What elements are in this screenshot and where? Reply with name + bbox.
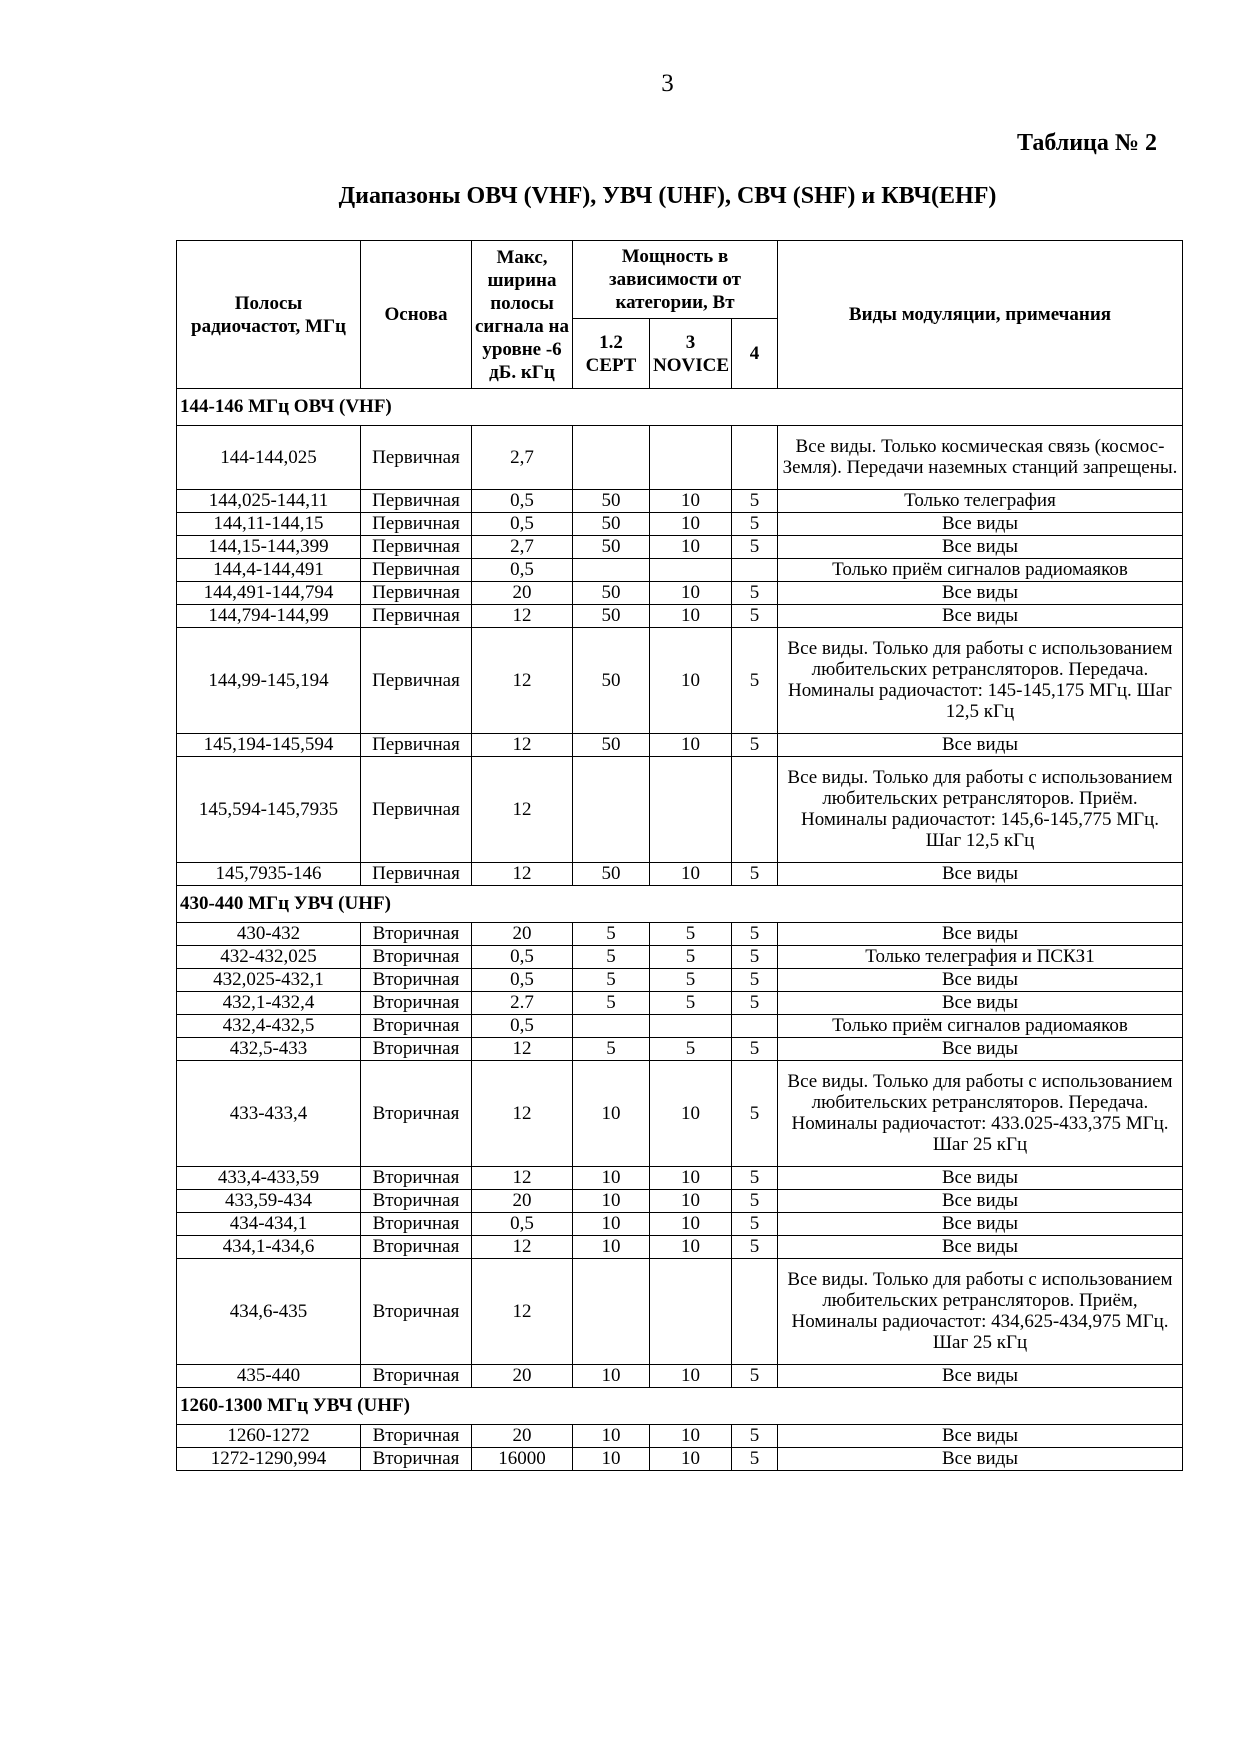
power-category-4-cell: [732, 559, 778, 582]
bandwidth-cell: 2,7: [472, 536, 573, 559]
power-category-4-cell: [732, 757, 778, 863]
table-row: [177, 1038, 1183, 1061]
basis-cell: Вторичная: [361, 1061, 472, 1167]
table-body: [177, 389, 1183, 1471]
basis-cell: Вторичная: [361, 946, 472, 969]
table-row: [177, 1365, 1183, 1388]
basis-cell: Первичная: [361, 559, 472, 582]
power-category-4-cell: 5: [732, 605, 778, 628]
table-row: [177, 582, 1183, 605]
table-row: [177, 605, 1183, 628]
basis-cell: Первичная: [361, 426, 472, 490]
band-cell: 432,4-432,5: [177, 1015, 361, 1038]
bandwidth-cell: 20: [472, 923, 573, 946]
bandwidth-cell: 0,5: [472, 559, 573, 582]
basis-cell: Первичная: [361, 628, 472, 734]
bandwidth-cell: 12: [472, 863, 573, 886]
band-cell: 1260-1272: [177, 1425, 361, 1448]
power-category-4-cell: 5: [732, 992, 778, 1015]
table-row: [177, 1167, 1183, 1190]
band-cell: 144,794-144,99: [177, 605, 361, 628]
power-category-3-cell: 10: [650, 1425, 732, 1448]
table-row: [177, 1448, 1183, 1471]
power-category-3-cell: 5: [650, 992, 732, 1015]
header-bandwidth: Макс, ширина полосы сигнала на уровне -6 дБ. кГц: [472, 241, 573, 389]
band-cell: 144,4-144,491: [177, 559, 361, 582]
power-category-1-2-cell: 50: [573, 863, 650, 886]
basis-cell: Первичная: [361, 605, 472, 628]
modes-note-cell: Все виды. Только космическая связь (космос-Земля). Передачи наземных станций запрещены.: [778, 426, 1183, 490]
table-row: [177, 490, 1183, 513]
power-category-1-2-cell: 5: [573, 1038, 650, 1061]
table-row: [177, 426, 1183, 490]
modes-note-cell: Все виды: [778, 1190, 1183, 1213]
modes-note-cell: Все виды: [778, 1236, 1183, 1259]
band-cell: 434-434,1: [177, 1213, 361, 1236]
bandwidth-cell: 12: [472, 1236, 573, 1259]
bandwidth-cell: 20: [472, 1365, 573, 1388]
power-category-4-cell: 5: [732, 1167, 778, 1190]
power-category-3-cell: 5: [650, 923, 732, 946]
power-category-3-cell: 10: [650, 536, 732, 559]
power-category-4-cell: [732, 426, 778, 490]
band-cell: 435-440: [177, 1365, 361, 1388]
section-title: 1260-1300 МГц УВЧ (UHF): [177, 1388, 1183, 1425]
power-category-4-cell: 5: [732, 1061, 778, 1167]
bandwidth-cell: 0,5: [472, 969, 573, 992]
power-category-3-cell: 10: [650, 734, 732, 757]
basis-cell: Вторичная: [361, 1448, 472, 1471]
section-title: 430-440 МГц УВЧ (UHF): [177, 886, 1183, 923]
band-cell: 434,6-435: [177, 1259, 361, 1365]
table-label: Таблица № 2: [1016, 130, 1157, 156]
basis-cell: Вторичная: [361, 1365, 472, 1388]
bandwidth-cell: 12: [472, 1167, 573, 1190]
modes-note-cell: Только телеграфия: [778, 490, 1183, 513]
power-category-3-cell: 10: [650, 1365, 732, 1388]
frequency-table: [176, 240, 1183, 1471]
basis-cell: Вторичная: [361, 1190, 472, 1213]
power-category-1-2-cell: [573, 757, 650, 863]
table-row: [177, 513, 1183, 536]
power-category-1-2-cell: 10: [573, 1167, 650, 1190]
basis-cell: Вторичная: [361, 1038, 472, 1061]
bandwidth-cell: 12: [472, 1259, 573, 1365]
basis-cell: Вторичная: [361, 1236, 472, 1259]
table-row: [177, 628, 1183, 734]
modes-note-cell: Все виды: [778, 992, 1183, 1015]
power-category-1-2-cell: [573, 426, 650, 490]
table-row: [177, 1213, 1183, 1236]
table-row: [177, 1236, 1183, 1259]
document-title: Диапазоны ОВЧ (VHF), УВЧ (UHF), СВЧ (SHF) и КВЧ(EHF): [338, 183, 997, 209]
power-category-3-cell: 10: [650, 1236, 732, 1259]
modes-note-cell: Все виды: [778, 863, 1183, 886]
power-category-4-cell: 5: [732, 969, 778, 992]
bandwidth-cell: 2.7: [472, 992, 573, 1015]
power-category-3-cell: [650, 559, 732, 582]
bandwidth-cell: 0,5: [472, 1015, 573, 1038]
bandwidth-cell: 20: [472, 582, 573, 605]
band-cell: 430-432: [177, 923, 361, 946]
power-category-1-2-cell: 10: [573, 1448, 650, 1471]
band-cell: 433-433,4: [177, 1061, 361, 1167]
band-cell: 432,5-433: [177, 1038, 361, 1061]
bandwidth-cell: 12: [472, 1038, 573, 1061]
basis-cell: Первичная: [361, 757, 472, 863]
power-category-4-cell: 5: [732, 946, 778, 969]
power-category-1-2-cell: 10: [573, 1425, 650, 1448]
band-cell: 434,1-434,6: [177, 1236, 361, 1259]
table-row: [177, 1190, 1183, 1213]
bandwidth-cell: 0,5: [472, 490, 573, 513]
power-category-1-2-cell: 50: [573, 513, 650, 536]
basis-cell: Вторичная: [361, 992, 472, 1015]
modes-note-cell: Только телеграфия и ПСКЗ1: [778, 946, 1183, 969]
table-row: [177, 734, 1183, 757]
power-category-4-cell: 5: [732, 1190, 778, 1213]
modes-note-cell: Все виды: [778, 1167, 1183, 1190]
power-category-3-cell: 10: [650, 513, 732, 536]
power-category-4-cell: [732, 1015, 778, 1038]
modes-note-cell: Все виды: [778, 1365, 1183, 1388]
band-cell: 145,194-145,594: [177, 734, 361, 757]
table-row: [177, 946, 1183, 969]
power-category-1-2-cell: 5: [573, 923, 650, 946]
modes-note-cell: Все виды: [778, 1448, 1183, 1471]
band-cell: 1272-1290,994: [177, 1448, 361, 1471]
band-cell: 432,025-432,1: [177, 969, 361, 992]
header-basis: Основа: [361, 241, 472, 389]
table-row: [177, 923, 1183, 946]
bandwidth-cell: 0,5: [472, 946, 573, 969]
power-category-1-2-cell: 10: [573, 1236, 650, 1259]
power-category-3-cell: [650, 1259, 732, 1365]
table-row: [177, 863, 1183, 886]
band-cell: 432,1-432,4: [177, 992, 361, 1015]
modes-note-cell: Все виды: [778, 969, 1183, 992]
bandwidth-cell: 0,5: [472, 1213, 573, 1236]
power-category-3-cell: 10: [650, 1213, 732, 1236]
power-category-4-cell: 5: [732, 536, 778, 559]
header-category-1-2: 1.2 CEPT: [573, 319, 650, 389]
basis-cell: Первичная: [361, 536, 472, 559]
power-category-3-cell: 10: [650, 1061, 732, 1167]
basis-cell: Вторичная: [361, 1167, 472, 1190]
header-bands: Полосы радиочастот, МГц: [177, 241, 361, 389]
power-category-4-cell: 5: [732, 1365, 778, 1388]
power-category-3-cell: 10: [650, 1448, 732, 1471]
header-category-4: 4: [732, 319, 778, 389]
modes-note-cell: Все виды: [778, 1425, 1183, 1448]
power-category-1-2-cell: 50: [573, 582, 650, 605]
header-power-group: Мощность в зависимости от категории, Вт: [573, 241, 778, 319]
power-category-4-cell: 5: [732, 490, 778, 513]
header-modes: Виды модуляции, примечания: [778, 241, 1183, 389]
power-category-3-cell: 5: [650, 1038, 732, 1061]
power-category-3-cell: [650, 426, 732, 490]
bandwidth-cell: 12: [472, 628, 573, 734]
power-category-3-cell: 10: [650, 490, 732, 513]
modes-note-cell: Все виды: [778, 1038, 1183, 1061]
table-row: [177, 1015, 1183, 1038]
basis-cell: Первичная: [361, 582, 472, 605]
power-category-4-cell: 5: [732, 628, 778, 734]
band-cell: 433,4-433,59: [177, 1167, 361, 1190]
power-category-4-cell: 5: [732, 1448, 778, 1471]
power-category-1-2-cell: 10: [573, 1213, 650, 1236]
bandwidth-cell: 20: [472, 1190, 573, 1213]
section-row: [177, 886, 1183, 923]
power-category-1-2-cell: [573, 1015, 650, 1038]
modes-note-cell: Все виды: [778, 582, 1183, 605]
band-cell: 145,594-145,7935: [177, 757, 361, 863]
modes-note-cell: Только приём сигналов радиомаяков: [778, 1015, 1183, 1038]
band-cell: 144,99-145,194: [177, 628, 361, 734]
power-category-4-cell: 5: [732, 1236, 778, 1259]
power-category-1-2-cell: 10: [573, 1061, 650, 1167]
power-category-3-cell: 10: [650, 605, 732, 628]
power-category-3-cell: 5: [650, 946, 732, 969]
power-category-1-2-cell: 50: [573, 628, 650, 734]
power-category-1-2-cell: 50: [573, 490, 650, 513]
basis-cell: Вторичная: [361, 969, 472, 992]
power-category-3-cell: 10: [650, 1190, 732, 1213]
bandwidth-cell: 2,7: [472, 426, 573, 490]
power-category-4-cell: 5: [732, 734, 778, 757]
modes-note-cell: Все виды. Только для работы с использованием любительских ретрансляторов. Приём, Номиналы радиочастот: 434,625-434,975 МГц. Шаг 25 кГц: [778, 1259, 1183, 1365]
basis-cell: Вторичная: [361, 1425, 472, 1448]
power-category-4-cell: 5: [732, 1425, 778, 1448]
power-category-1-2-cell: [573, 1259, 650, 1365]
basis-cell: Первичная: [361, 863, 472, 886]
power-category-4-cell: 5: [732, 923, 778, 946]
bandwidth-cell: 12: [472, 1061, 573, 1167]
modes-note-cell: Все виды: [778, 923, 1183, 946]
page-number: 3: [661, 70, 674, 97]
bandwidth-cell: 0,5: [472, 513, 573, 536]
basis-cell: Вторичная: [361, 1213, 472, 1236]
power-category-4-cell: [732, 1259, 778, 1365]
table-row: [177, 969, 1183, 992]
modes-note-cell: Все виды: [778, 734, 1183, 757]
power-category-4-cell: 5: [732, 1038, 778, 1061]
bandwidth-cell: 12: [472, 605, 573, 628]
power-category-3-cell: 10: [650, 582, 732, 605]
band-cell: 144,15-144,399: [177, 536, 361, 559]
table-header: [177, 241, 1183, 389]
band-cell: 144,491-144,794: [177, 582, 361, 605]
table-row: [177, 1425, 1183, 1448]
power-category-4-cell: 5: [732, 582, 778, 605]
power-category-1-2-cell: 50: [573, 734, 650, 757]
power-category-1-2-cell: [573, 559, 650, 582]
basis-cell: Первичная: [361, 513, 472, 536]
bandwidth-cell: 16000: [472, 1448, 573, 1471]
power-category-3-cell: [650, 1015, 732, 1038]
modes-note-cell: Все виды. Только для работы с использованием любительских ретрансляторов. Передача. Номиналы радиочастот: 433.025-433,375 МГц. Шаг 25 кГц: [778, 1061, 1183, 1167]
section-title: 144-146 МГц ОВЧ (VHF): [177, 389, 1183, 426]
power-category-3-cell: [650, 757, 732, 863]
table-row: [177, 536, 1183, 559]
band-cell: 145,7935-146: [177, 863, 361, 886]
power-category-3-cell: 10: [650, 863, 732, 886]
power-category-4-cell: 5: [732, 863, 778, 886]
header-category-3: 3 NOVICE: [650, 319, 732, 389]
section-row: [177, 1388, 1183, 1425]
band-cell: 144-144,025: [177, 426, 361, 490]
modes-note-cell: Все виды: [778, 513, 1183, 536]
power-category-1-2-cell: 5: [573, 969, 650, 992]
basis-cell: Вторичная: [361, 1015, 472, 1038]
basis-cell: Вторичная: [361, 923, 472, 946]
section-row: [177, 389, 1183, 426]
basis-cell: Вторичная: [361, 1259, 472, 1365]
modes-note-cell: Все виды: [778, 1213, 1183, 1236]
table-row: [177, 1061, 1183, 1167]
table-row: [177, 1259, 1183, 1365]
band-cell: 432-432,025: [177, 946, 361, 969]
power-category-1-2-cell: 50: [573, 605, 650, 628]
power-category-1-2-cell: 10: [573, 1365, 650, 1388]
basis-cell: Первичная: [361, 490, 472, 513]
power-category-1-2-cell: 5: [573, 946, 650, 969]
modes-note-cell: Только приём сигналов радиомаяков: [778, 559, 1183, 582]
bandwidth-cell: 12: [472, 757, 573, 863]
table-row: [177, 559, 1183, 582]
modes-note-cell: Все виды. Только для работы с использованием любительских ретрансляторов. Приём. Номиналы радиочастот: 145,6-145,775 МГц. Шаг 12,5 кГц: [778, 757, 1183, 863]
bandwidth-cell: 20: [472, 1425, 573, 1448]
power-category-3-cell: 10: [650, 628, 732, 734]
band-cell: 144,11-144,15: [177, 513, 361, 536]
basis-cell: Первичная: [361, 734, 472, 757]
power-category-1-2-cell: 50: [573, 536, 650, 559]
bandwidth-cell: 12: [472, 734, 573, 757]
modes-note-cell: Все виды: [778, 536, 1183, 559]
power-category-3-cell: 10: [650, 1167, 732, 1190]
power-category-4-cell: 5: [732, 1213, 778, 1236]
power-category-3-cell: 5: [650, 969, 732, 992]
table-row: [177, 757, 1183, 863]
power-category-1-2-cell: 5: [573, 992, 650, 1015]
band-cell: 144,025-144,11: [177, 490, 361, 513]
table-row: [177, 992, 1183, 1015]
modes-note-cell: Все виды. Только для работы с использованием любительских ретрансляторов. Передача. Номиналы радиочастот: 145-145,175 МГц. Шаг 12,5 кГц: [778, 628, 1183, 734]
modes-note-cell: Все виды: [778, 605, 1183, 628]
power-category-1-2-cell: 10: [573, 1190, 650, 1213]
power-category-4-cell: 5: [732, 513, 778, 536]
band-cell: 433,59-434: [177, 1190, 361, 1213]
